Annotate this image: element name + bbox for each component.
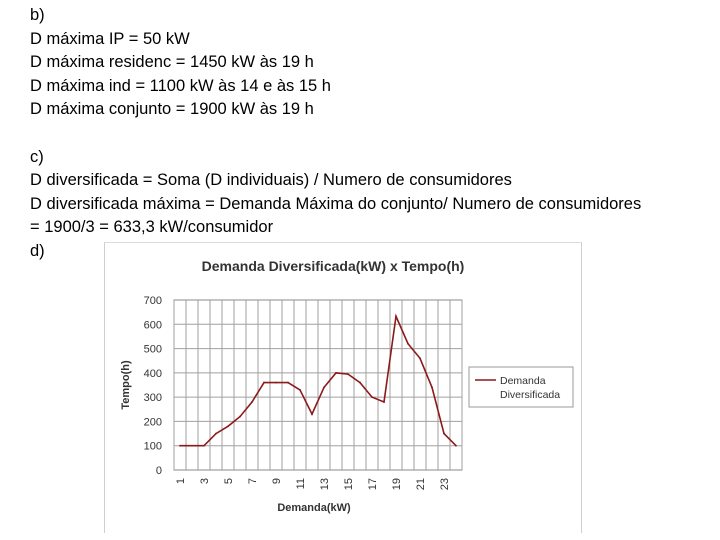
chart-frame bbox=[104, 242, 582, 533]
c-label: c) bbox=[30, 147, 44, 166]
chart-title: Demanda Diversificada(kW) x Tempo(h) bbox=[201, 258, 465, 274]
data-point bbox=[251, 401, 253, 403]
b-line-residencial: D máxima residenc = 1450 kW às 19 h bbox=[30, 53, 314, 72]
b-line-industrial: D máxima ind = 1100 kW às 14 e às 15 h bbox=[30, 76, 331, 95]
x-tick-label: 3 bbox=[199, 478, 211, 485]
data-point bbox=[443, 433, 445, 435]
data-point bbox=[407, 343, 409, 345]
x-tick-label: 11 bbox=[295, 478, 307, 490]
y-tick-label: 400 bbox=[143, 367, 162, 380]
c-line-definition: D diversificada = Soma (D individuais) / Numero de consumidores bbox=[30, 171, 512, 190]
y-tick-label: 500 bbox=[143, 343, 162, 356]
data-point bbox=[347, 373, 349, 375]
data-point bbox=[455, 445, 457, 447]
data-point bbox=[179, 445, 181, 447]
b-line-conjunto: D máxima conjunto = 1900 kW às 19 h bbox=[30, 100, 314, 119]
x-tick-label: 5 bbox=[223, 478, 235, 485]
data-point bbox=[395, 315, 397, 317]
legend-label: Demanda bbox=[500, 375, 546, 387]
data-point bbox=[419, 357, 421, 359]
y-tick-label: 100 bbox=[143, 440, 162, 453]
data-point bbox=[335, 372, 337, 374]
data-point bbox=[299, 389, 301, 391]
x-tick-label: 7 bbox=[247, 478, 259, 485]
x-tick-label: 13 bbox=[319, 478, 331, 491]
x-tick-label: 21 bbox=[415, 478, 427, 491]
y-tick-label: 700 bbox=[143, 295, 162, 307]
y-tick-label: 200 bbox=[143, 416, 162, 429]
x-tick-label: 17 bbox=[367, 478, 379, 491]
b-line-ip: D máxima IP = 50 kW bbox=[30, 29, 190, 48]
legend-label: Diversificada bbox=[500, 389, 561, 401]
answer-text bbox=[30, 4, 641, 264]
demand-chart bbox=[105, 243, 581, 533]
data-point bbox=[227, 425, 229, 427]
x-tick-label: 1 bbox=[175, 478, 187, 485]
data-point bbox=[275, 382, 277, 384]
data-point bbox=[383, 401, 385, 403]
x-tick-label: 23 bbox=[439, 478, 451, 491]
data-point bbox=[203, 445, 205, 447]
data-point bbox=[239, 416, 241, 418]
c-line-maximum: D diversificada máxima = Demanda Máxima do conjunto/ Numero de consumidores bbox=[30, 194, 642, 213]
x-tick-label: 15 bbox=[343, 478, 355, 491]
b-label: b) bbox=[30, 6, 45, 24]
data-point bbox=[359, 382, 361, 384]
legend-box bbox=[469, 367, 573, 407]
data-point bbox=[191, 445, 193, 447]
data-point bbox=[263, 382, 265, 384]
d-label: d) bbox=[30, 241, 45, 260]
y-tick-label: 300 bbox=[143, 392, 162, 405]
data-point bbox=[371, 396, 373, 398]
data-point bbox=[215, 433, 217, 435]
c-line-result: = 1900/3 = 633,3 kW/consumidor bbox=[30, 218, 274, 237]
x-tick-label: 9 bbox=[271, 478, 283, 485]
data-point bbox=[323, 387, 325, 389]
data-point bbox=[287, 382, 289, 384]
data-point bbox=[311, 413, 313, 415]
y-tick-label: 0 bbox=[155, 465, 162, 477]
x-tick-label: 19 bbox=[391, 478, 403, 491]
data-point bbox=[431, 387, 433, 389]
x-axis-label: Demanda(kW) bbox=[277, 502, 351, 514]
y-axis-label: Tempo(h) bbox=[120, 360, 132, 410]
y-tick-label: 600 bbox=[143, 319, 162, 332]
spacer bbox=[30, 122, 641, 146]
